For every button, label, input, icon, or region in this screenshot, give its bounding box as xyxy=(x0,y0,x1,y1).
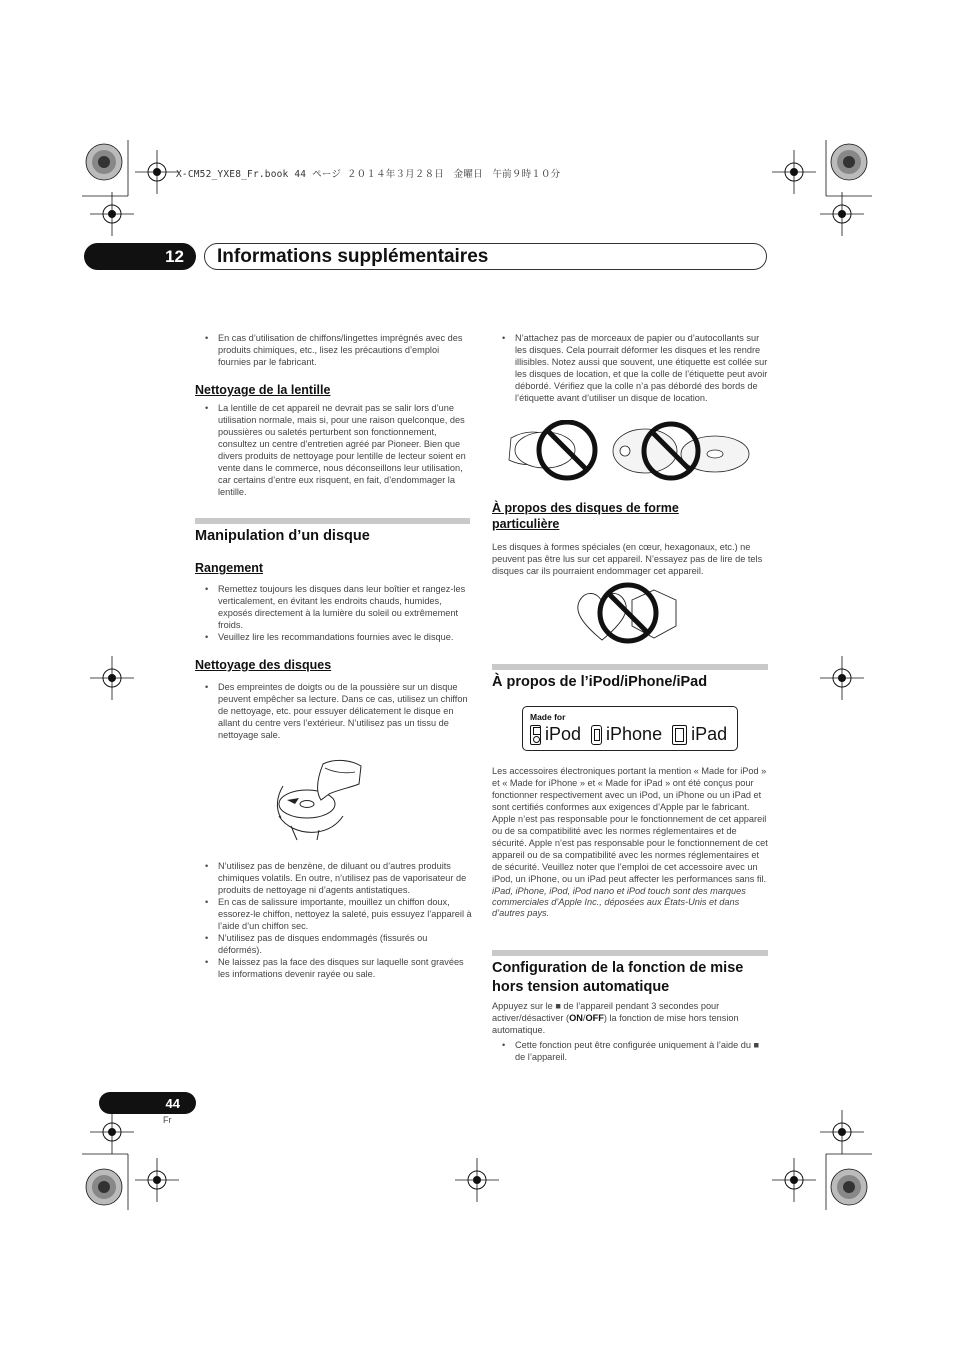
left-column-bottom xyxy=(195,860,472,980)
section-rule xyxy=(492,950,768,956)
special-shape-discs-illustration xyxy=(572,582,688,644)
shape-text: Les disques à formes spéciales (en cœur, hexagonaux, etc.) ne peuvent pas être lus sur cet appareil. N’essayez pas de lire de tels disques car ils pourraient endommager cet appareil. xyxy=(492,542,763,576)
power-text xyxy=(492,1000,769,1036)
lens-heading: Nettoyage de la lentille xyxy=(195,383,331,397)
chapter-title-bar xyxy=(204,243,767,270)
chapter-number: 12 xyxy=(165,246,184,266)
list-item: • La lentille de cet appareil ne devrait pas se salir lors d’une utilisation normale, mais si, pour une raison quelconque, des poussières ou saletés perturbent son fonctionnement, consultez un centre d’entretien agréé par Pioneer. Bien que divers produits de nettoyage pour lentille de lecteur soient en vente dans le commerce, nous déconseillons leur utilisation, car certains d’entre eux risquent, en fait, d’endommager la lentille. xyxy=(195,402,472,498)
iphone-label: iPhone xyxy=(606,724,663,744)
ipad-icon xyxy=(672,725,687,745)
power-text-part: Appuyez sur le ■ de l’appareil pendant 3 secondes pour activer/désactiver ( xyxy=(492,1001,720,1023)
list-item: • Des empreintes de doigts ou de la poussière sur un disque peuvent empêcher sa lecture. Dans ce cas, utilisez un chiffon de nettoyage, etc. pour essuyer délicatement le disque en allant du centre vers l’extérieur. N’utilisez pas un tissu de nettoyage sale. xyxy=(195,681,472,741)
power-block xyxy=(492,1000,769,1063)
list-item: • N’utilisez pas de disques endommagés (fissurés ou déformés). xyxy=(195,932,472,956)
iphone-icon xyxy=(591,725,602,745)
ipod-section-title: À propos de l’iPod/iPhone/iPad xyxy=(492,674,708,690)
slash: / xyxy=(582,1013,586,1023)
disc-cleaning-illustration xyxy=(273,756,365,842)
ipod-icon xyxy=(530,725,541,745)
ipad-label: iPad xyxy=(691,724,728,744)
clean-list-1 xyxy=(195,681,472,741)
chapter-number-badge xyxy=(84,243,196,270)
list-item: • N’attachez pas de morceaux de papier ou d’autocollants sur les disques. Cela pourrait déformer les disques et les rendre illisibles. Notez aussi que souvent, une étiquette est collée sur les disques de location, et que la colle de l’étiquette peut avoir débordé. Vérifiez que la colle n’a pas débordé des bords de l’étiquette avant d’utiliser un disque de location. xyxy=(492,332,769,404)
list-item: • N’utilisez pas de benzène, de diluant ou d’autres produits chimiques volatils. En outre, n’utilisez pas de vaporisateur de produits de nettoyage ni d’agents antistatiques. xyxy=(195,860,472,896)
right-column xyxy=(492,332,769,404)
list-item: • Remettez toujours les disques dans leur boîtier et rangez-les verticalement, en évitant les endroits chauds, humides, exposés directement à la lumière du soleil ou extrêmement froids. xyxy=(195,583,472,631)
made-for-devices xyxy=(530,724,727,745)
shape-heading: À propos des disques de forme particulière xyxy=(492,501,679,531)
ipod-trademark: iPad, iPhone, iPod, iPod nano et iPod touch sont des marques commerciales d’Apple Inc., déposées aux États-Unis et dans d’autres pays. xyxy=(492,886,746,918)
power-section-title: Configuration de la fonction de mise hors tension automatique xyxy=(492,960,744,995)
page-number-badge xyxy=(99,1092,196,1114)
left-column-disc xyxy=(195,560,472,741)
chapter-title: Informations supplémentaires xyxy=(217,245,489,267)
section-rule xyxy=(195,518,470,524)
section-rule xyxy=(492,664,768,670)
ipod-label: iPod xyxy=(545,724,582,744)
list-item: • En cas de salissure importante, mouillez un chiffon doux, essorez-le chiffon, nettoyez la saleté, puis essuyez l’appareil à l’aide d’un chiffon sec. xyxy=(195,896,472,932)
no-stickers-illustration xyxy=(505,420,755,482)
disc-section-title: Manipulation d’un disque xyxy=(195,528,370,544)
ipod-text-block xyxy=(492,765,769,919)
list-item: • Cette fonction peut être configurée uniquement à l’aide du ■ de l’appareil. xyxy=(492,1039,769,1063)
on-label: ON xyxy=(569,1013,583,1023)
list-item: • Ne laissez pas la face des disques sur laquelle sont gravées les informations devenir rayée ou sale. xyxy=(195,956,472,980)
off-label: OFF xyxy=(585,1013,604,1023)
storage-list xyxy=(195,583,472,643)
power-text-part: ) la fonction de mise hors tension automatique. xyxy=(492,1013,739,1035)
left-column xyxy=(195,332,472,498)
clean-list-2 xyxy=(195,860,472,980)
page-number: 44 xyxy=(165,1095,180,1111)
list-item: • En cas d’utilisation de chiffons/lingettes imprégnés avec des produits chimiques, etc., lisez les précautions d’emploi fournies par le fabricant. xyxy=(195,332,472,368)
list-item: • Veuillez lire les recommandations fournies avec le disque. xyxy=(195,631,472,643)
lens-list xyxy=(195,402,472,498)
power-list xyxy=(492,1039,769,1063)
clean-heading: Nettoyage des disques xyxy=(195,658,332,672)
page-language: Fr xyxy=(163,1115,172,1125)
made-for-label: Made for xyxy=(530,712,566,722)
intro-list xyxy=(195,332,472,368)
label-list xyxy=(492,332,769,404)
ipod-text: Les accessoires électroniques portant la mention « Made for iPod » et « Made for iPhone » et « Made for iPad » ont été conçus pour fonctionner respectivement avec un iPod, un iPhone ou un iPad et sont certifiés conformes aux exigences d’Apple par le fabricant. Apple n’est pas responsable pour le fonctionnement de cet appareil ou de sa compatibilité avec les normes réglementaires et de sécurité. Apple n’est pas responsable pour le fonctionnement de cet appareil ou de sa compatibilité avec les normes réglementaires et de sécurité. Veuillez noter que l’emploi de cet accessoire avec un iPod, un iPhone, ou un iPad peut affecter les performances sans fil. xyxy=(492,766,768,884)
print-header: X-CM52_YXE8_Fr.book 44 ページ ２０１４年３月２８日 金曜日 午前９時１０分 xyxy=(176,169,561,180)
storage-heading: Rangement xyxy=(195,561,264,575)
